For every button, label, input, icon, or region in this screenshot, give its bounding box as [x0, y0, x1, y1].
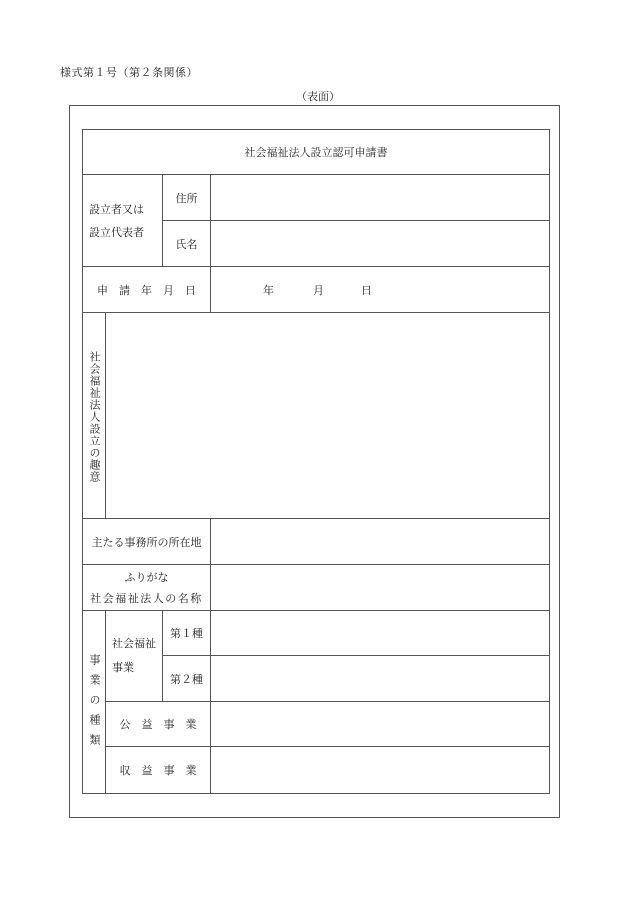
type1-field[interactable]: [211, 611, 550, 656]
application-form-table: [82, 129, 550, 794]
application-date-field[interactable]: [211, 267, 550, 313]
year-label: 年: [263, 283, 274, 297]
type2-label: 第２種: [163, 656, 211, 702]
address-field[interactable]: [211, 175, 550, 221]
profit-business-field[interactable]: [211, 747, 550, 794]
applicant-label-line1: 設立者又は: [89, 202, 144, 216]
social-welfare-line2: 事業: [112, 661, 134, 674]
applicant-label-line2: 設立代表者: [89, 225, 144, 239]
corp-name-label: [83, 565, 211, 611]
side-indicator: （表面）: [296, 90, 340, 103]
business-type-label: 事業の種類: [88, 653, 101, 754]
purpose-label: 社会福祉法人設立の趣意: [88, 351, 101, 483]
purpose-label-cell: [83, 313, 106, 519]
social-welfare-label: [106, 611, 163, 702]
public-interest-field[interactable]: [211, 702, 550, 747]
office-field[interactable]: [211, 519, 550, 565]
business-type-label-cell: [83, 611, 106, 794]
profit-business-label: 収 益 事 業: [106, 747, 211, 794]
purpose-field[interactable]: [106, 313, 550, 519]
address-label: 住所: [163, 175, 211, 221]
month-label: 月: [313, 283, 324, 297]
furigana-label: ふりがな: [124, 570, 169, 584]
application-date-label: 申 請 年 月 日: [83, 267, 211, 313]
applicant-label: [83, 175, 163, 267]
name-field[interactable]: [211, 221, 550, 267]
corp-name-field[interactable]: [211, 565, 550, 611]
form-number: 様式第１号（第２条関係）: [60, 66, 198, 79]
day-label: 日: [361, 283, 372, 297]
office-label: 主たる事務所の所在地: [83, 519, 211, 565]
name-label: 氏名: [163, 221, 211, 267]
type1-label: 第１種: [163, 611, 211, 656]
type2-field[interactable]: [211, 656, 550, 702]
social-welfare-line1: 社会福祉: [112, 637, 156, 650]
public-interest-label: 公 益 事 業: [106, 702, 211, 747]
corp-name-text: 社会福祉法人の名称: [90, 591, 203, 605]
form-title: 社会福祉法人設立認可申請書: [83, 130, 550, 175]
